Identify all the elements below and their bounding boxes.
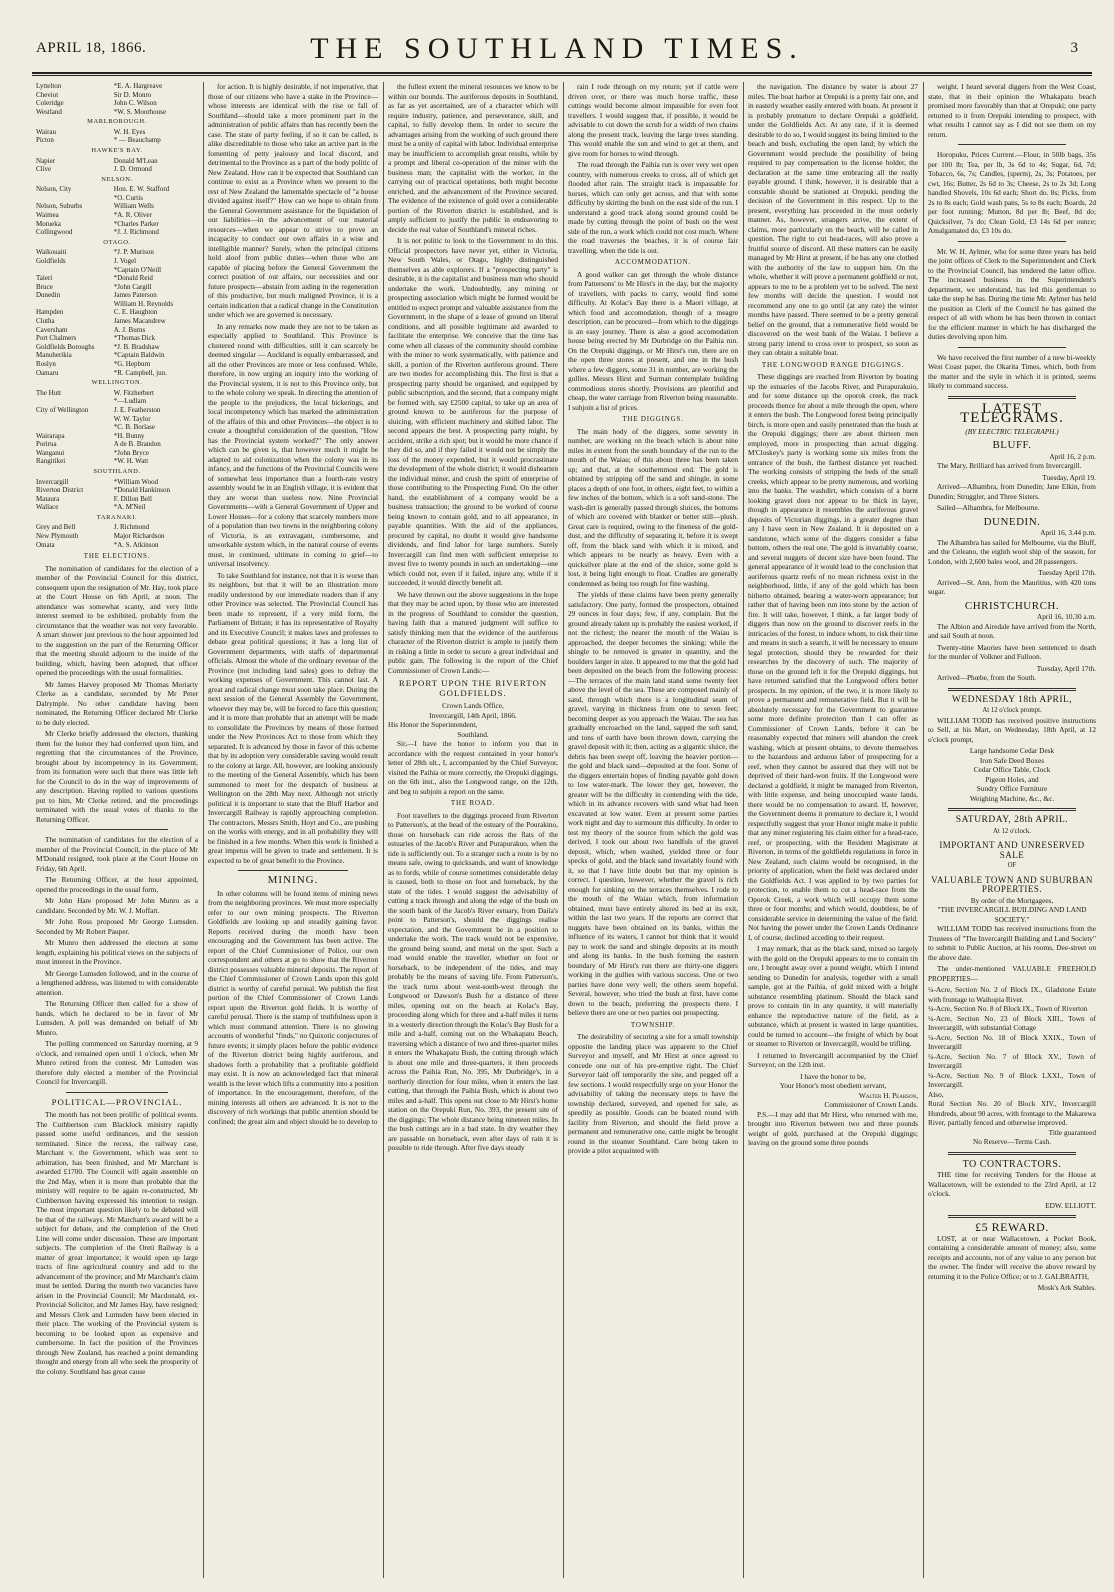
notice-text: THE time for receiving Tenders for the House at Wallacetown, will be extended to the 23rd April, at 12 o'clock. [928, 1170, 1096, 1198]
column-4 [568, 82, 738, 1582]
telegram-text: Sailed—Alhambra, for Melbourne. [937, 503, 1040, 512]
member-name: James Macandrew [113, 317, 166, 326]
telegram-text: Twenty-nine Maories have been sentenced to death for the murder of Volkner and Fulloon. [928, 642, 1096, 661]
auction-item: Cedar Office Table, Clock [973, 765, 1051, 774]
article-paragraph: Mr. W. H. Aylmer, who for some three years has held the joint offices of Clerk to the Superintendent and Clerk to the Provincial Council, has tendered the latter office. The increased business in the Superintendent's department, we understand, has led this gentleman to take the step he has. During the time Mr. Aylmer has held the position as Clerk of the Council he has gained the respect of all with whom he has been thrown in contact for the efficient manner in which he has discharged the duties devolving upon him. [928, 246, 1096, 341]
member-row [36, 136, 198, 145]
electorate: Invercargill [36, 477, 69, 486]
divider [958, 241, 1066, 242]
article-paragraph: The yields of these claims have been pretty generally satisfactory. One party, formed the prospectors, obtained 29 ounces in four days; few, if any, complain. But the ground already taken up is probably the easiest worked, if not the richest; the nearer the mouth of the Waiau is approached, the deeper becomes the sinking; while the shingle to be removed is greater in quantity, and the boulders larger in size. It appeared to me that the gold had been deposited on the beach from the following process:—The terraces of the main land stand some twenty feet above the level of the sea. These are composed mainly of sand, through which there is a longitudinal seam of gravel, varying in thickness from one to seven feet; becoming deeper as you approach the Waiau. The sea has gradually encroached on the land, sapped the soft sand, and tons of earth have been thrown down, carrying the gravel deposit with it; then, acting as a gigantic sluice, the debris has been swept off, leaving the heavier portion—the gold and black sand—deposited at the foot. Some of the diggers entertain hopes of finding payable gold down to low water-mark. The lower they get, however, the greater will be the difficulty in contending with the tide, which in its advance recovers with sand what had been excavated at low water. Even at present some parties work night and day to surmount this difficulty. In order to test my theory of the source from which the gold was derived, I took out about two handfuls of the gravel deposit, which, when washed, yielded three or four specks of gold, and the black sand invariably found with it, so that I have little doubt but that my opinion is correct. I question, however, whether the gravel is rich enough for sinking on the terraces themselves. I rode to the mouth of the Waiau which, from information obtained, must have entirely altered its bed at its exit, within the last two years. If the reports are correct that nuggets have been obtained on its banks, within the influence of its waters, I cannot but think that it would pay to work the sand and shingle deposits at its mouth and along its banks. In the bush forming the eastern boundary of Mr Hirst's run there are thirty-one diggers working in the gullies with various success. One or two parties have done very well; the others seem hopeful. Several, however, who tried the bush at first, have come down to the beach, preferring the prospects there. I believe there are one or two parties out prospecting. [568, 590, 738, 1017]
member-row [36, 503, 198, 512]
electorate: City of Wellington [36, 405, 89, 414]
article-paragraph: Mr Clerke briefly addressed the electors, thanking them for the honor they had conferred upon him, and regretting that the circumstances of the Province, brought about by incompetency in its Government, from its formation were such that there was little left for the Council to do in the way of improvements of any description. Having replied to various questions put to him, Mr Clerke retired, and the proceedings terminated with the usual votes of thanks to the Returning Officer. [36, 729, 198, 824]
telegram-text: The Mary, Brilliard has arrived from Invercargill. [937, 461, 1082, 470]
electorate: Waikouaiti [36, 248, 67, 257]
article-paragraph: The desirability of securing a site for a small township opposite the landing place was apparent to the Chief Surveyor and myself, and Mr Hirst at once agreed to concede one out of his pre-emptive right. The Chief Surveyor laid off temporarily the site, and pegged off a few sections. I would respectfully urge on your Honor the advisability of taking the necessary steps to have the township declared, surveyed, and opened for sale, as speedily as possible. Goods can be boated round with facility from Riverton, and should the field prove a permanent and remunerative one, cattle might be brought round in the steamer Southland. Care being taken to provide a pilot acquainted with [568, 1032, 738, 1155]
member-name: *J. P. Murison [113, 248, 154, 257]
members-list [36, 389, 198, 466]
auction-item: Weighing Machine, &c., &c. [969, 793, 1055, 803]
electorate: Mataura [36, 494, 60, 503]
member-name: *O. Curtis [113, 193, 143, 202]
report-address: His Honor the Superintendent, [388, 720, 478, 729]
member-name: *John Cargill [113, 282, 152, 291]
electorate: Taieri [36, 274, 53, 283]
telegram-date: April 16, 3.44 p.m. [1040, 528, 1096, 537]
member-name: Donald M'Lean [113, 156, 158, 165]
article-paragraph: To take Southland for instance, not that it is worse than its neighbors, but that it will be an illustration more readily understood by our immediate readers than if any other Province was selected. The Provincial Council has been made to represent, if a very mild form, the Parliament of Britain; it has its representative of Royalty and its Executive Council; it makes laws and professes to debate great political questions; it has a long list of Government departments, with staffs of departmental officials. Almost the whole of the ordinary revenue of the Province (not including land sales) goes to defray the working expenses of Government. This cannot last. A great and radical change must soon take place. During the next session of the General Assembly the Government, whoever they may be, will be forced to face this question; and it is more than probable that an attempt will be made to consolidate the Provinces by means of those formed under the New Provinces Act to those from which they separated. It is advanced by those in favor of this scheme that by its adoption very considerable saving would result to the colony at large. All, however, are looking anxiously to the meeting of the General Assembly, which has been summoned to meet for the despatch of business at Wellington on the 28th May next. Although not strictly political it is important to state that the Bluff Harbor and Invercargill Railway is rapidly approaching completion. The contractors, Messrs Smith, Hoyt and Co., are pushing on the works with energy, and in all probability they will be finished in a few months. When this work is finished a great impetus will be given to trade and settlement. It is expected to be of great benefit to the Province. [208, 570, 378, 865]
region-heading: MARLBOROUGH. [87, 118, 147, 126]
article-paragraph: The road through the Paihia run is over very wet open country, with numerous creeks to cross, all of which get flooded after rain. The straight track is impassable for horses, which can only get across, and that with some difficulty by skirting the bush on the east side of the run. I understand a good track along sound ground could be made by cutting through the point of bush on the west side of the run, a work which could not cost much. Where the road traverses the beaches, it is of course fair travelling, when the tide is out. [568, 160, 738, 255]
member-name: *Captain O'Neill [113, 265, 162, 274]
electorate: Coleridge [36, 99, 64, 108]
member-name: *C. B. Borlase [113, 423, 155, 432]
closing-line: Your Honor's most obedient servant, [779, 1081, 887, 1090]
member-name: *W. H. Watt [113, 457, 149, 466]
auction-society: "THE INVERCARGILL BUILDING AND LAND SOCIETY." [937, 905, 1087, 924]
member-row [36, 389, 198, 398]
telegram-date: April 16, 10.30 a.m. [1037, 612, 1096, 621]
member-row [36, 266, 198, 275]
auction-time: At 12 o'clock. [992, 827, 1032, 835]
electorate: Napier [36, 156, 56, 165]
electorate: Oamaru [36, 368, 59, 377]
auction-by: By order of the Mortgagees, [970, 895, 1054, 905]
auction-guarantee: Title guaranteed [1048, 1127, 1096, 1137]
divider [66, 829, 168, 830]
member-name: *G. Hepburn [113, 360, 151, 369]
electorate: Lyttelton [36, 82, 62, 90]
member-name: William Wells [113, 202, 154, 211]
electorate: Manuherikia [36, 351, 72, 360]
electorate: New Plymouth [36, 532, 79, 541]
closing-line: I have the honor to be, [800, 1071, 866, 1081]
section-heading: THE LONGWOOD RANGE DIGGINGS. [761, 360, 905, 369]
section-heading: THE ELECTIONS. [83, 552, 151, 561]
article-paragraph: Foot travellers to the diggings proceed from Riverton to Patterson's, at the head of the estuary of the Pourakino, those on horseback can ride across the flats of the estuaries of the Jacob's River and Purapurakuo, when the tide is sufficiently out. To a stranger such a route is by no means safe, owing to quicksands, and want of knowledge as to fords, while of course sometimes considerable delay is caused, both to those on foot and horseback, by the state of the tides. I would suggest the advisability of cutting a track through and along the edge of the bush on the south bank of the Jacob's River estuary, from Daila's point to Patterson's, should the diggings realise expectation, and the Government be in a position to undertake the work. The track would not be expensive, the ground being sound, and metal on the spot. Such a road would enable the traveller, whether on foot or horseback, to be independent of the tides, and may probably be the means of saving life. From Patterson's, the track turns about west-south-west through the Longwood or Dawson's Bush for a distance of three miles, opening out on the beach at Kolac's Bay, proceeding along which for three and a-half miles it turns in a westerly direction through the Kolac's Bay Bush for a mile and a-half, coming out on the Whakapatu Beach, traversing which a distance of two and three-quarter miles it enters the Whakapatu Bush, the cutting through which is about one mile and three-quarters, it then proceeds across the Paihia Run, No. 395, Mr Durbridge's, in a northerly direction for four miles, when it enters the last cutting, that through the Paihia Bush, which is about two miles and a-half. This opens out close to Mr Hirst's home station on the Orepuki Run, No. 393, the present site of the diggings; The whole distance being nineteen miles. In the bush cuttings are in a bad state. In dry weather they are passable on horseback, even after days of rain it is possible to ride through. After five days steady [388, 810, 558, 1152]
member-row [36, 291, 198, 300]
article-paragraph: I returned to Invercargill accompanied by the Chief Surveyor, on the 12th inst. [748, 1050, 918, 1069]
member-name: *H. Bunny [113, 431, 145, 440]
divider [958, 347, 1066, 348]
member-row [36, 211, 198, 220]
member-name: W. H. Eyes [113, 127, 146, 136]
telegram-date: Tuesday, April 19. [1042, 472, 1096, 482]
member-row [36, 99, 198, 108]
member-row [36, 541, 198, 550]
member-row [36, 532, 198, 541]
auction-of: OF [1007, 862, 1017, 869]
auction-item: Also, [928, 1089, 944, 1099]
newspaper-title: THE SOUTHLAND TIMES. [310, 32, 804, 65]
member-name: Hon. E. W. Stafford [113, 185, 170, 194]
article-paragraph: The Returning Officer then called for a show of hands, which he declared to be in favor of Mr Lumsden. A poll was demanded on behalf of Mr Munro. [36, 999, 198, 1037]
notice-text: LOST, at or near Wallacetown, a Pocket Book, containing a considerable amount of money; also, some receipts and accounts, not of any value to any person but the owner. The finder will receive the above reward by returning it to the Police Office; or to J. GALBRAITH, [928, 1233, 1096, 1281]
members-list [36, 82, 198, 116]
member-name: John C. Wilson [113, 99, 157, 108]
telegram-date: Tuesday, April 17th. [1036, 663, 1096, 673]
masthead-rule-thin [32, 75, 1092, 76]
divider [948, 1215, 1076, 1218]
member-name: A. J. Burns [113, 325, 146, 334]
notice-signature: Mosk's Ark Stables. [1037, 1283, 1096, 1292]
member-name: *Donald Reid [113, 274, 153, 283]
column-separator [923, 82, 924, 1578]
electorate: Wairarapa [36, 431, 65, 440]
article-paragraph: The main body of the diggers, some seventy in number, are working on the beach which is about nine miles in extent from the south boundary of the run to the mouth of the Waiau; of this about three has been taken up; and that, at the southernmost end. The gold is obtained by stripping off the sand and shingle, in some places a depth of one foot, in others, eight feet, to within a few inches of the bottom, which is a soft sand-stone. The wash-dirt is generally passed through sluices, the bottoms of which are covered with blanket or better still—plush. Great care is required, owing to the fineness of the gold-dust, and the difficulty of separating it, before it is swept off, from the black sand with which it is mixed, and which appears to be nearly as heavy. Even with a quicksilver plate at the end of the sluice, some gold is lost, it being light enough to float. Cradles are generally condemned as being too rough for fine washing. [568, 426, 738, 588]
section-heading: REPORT UPON THE RIVERTON GOLDFIELDS. [398, 678, 548, 698]
electorate [36, 300, 114, 309]
telegram-date: Tuesday April 17th. [1038, 568, 1096, 577]
member-row [36, 449, 198, 458]
member-name: *A. R. Oliver [113, 211, 152, 220]
column-5 [748, 82, 918, 1582]
region-heading: TARANAKI. [96, 513, 138, 521]
signature: Walter H. Pearson, [858, 1090, 918, 1100]
member-row [36, 406, 198, 415]
member-name: F. Dillon Bell [113, 494, 152, 503]
member-name: A de B. Brandon [113, 440, 161, 449]
electorate: Goldfields Boroughs [36, 342, 95, 351]
auction-item: Sundry Office Furniture [976, 784, 1048, 793]
electorate: Port Chalmers [36, 334, 77, 343]
electorate [36, 423, 114, 432]
article-paragraph: These diggings are reached from Riverton by boating up the estuaries of the Jacobs River, and Purapurakuio, and for some distance up the oporok creek, the track proceeds thence for about a mile through the open, where it enters the bush. The Longwood forest being principally birch, is more open and easily penetrated than the bush at the Orepuki diggings; there are about thirteen men employed, more in prospecting than actual digging. M'Closkey's party is working some six miles from the entrance of the bush, the farthest distance yet reached. The working consists of stripping the beds of the small creeks, which appear to be pretty numerous, and working into the banks. The washdirt, which consists of a burnt looking gravel does not appear to be thick in layer, though in appearance it resembles the auriferous gravel deposits of Victorian diggings, in a greater degree than any I have seen in New Zealand. It is deposited on a sandstone, which some of the diggers consider a false bottom, others the real one. The gold is invariably coarse, and several nuggets of decent size have been found. The general appearance of it would lead to the conclusion that auriferous quartz reefs of no mean richness exist in the neighborhood, little, if any of the gold which has been hitherto obtained, bearing a water-worn appearance; but rather that of having been run into stone by the action of fire. It will take, however, I think, a far larger body of diggers than now on the ground to discover reefs in the intricacies of the forest, to induce whom, to risk their time and means in such a search, it will be necessary to ensure legal protection, should they be rewarded for their researches by the discovery of such. The majority of those on the ground left it for the Orepuki diggings, but have returned satisfied that the Longwood offers better prospects. In my opinion, of the two, it is more likely to prove a permanent and remunerative field. But it will be absolutely necessary for the Government to guarantee some more definite protection than I can offer as Commissioner of Crown Lands, before it can be reasonably expected that miners will abandon the creek washing, which at present obtains, to devote themselves to the hazardous and arduous labor of prospecting for a reef, when they cannot be assured that they will not be deprived of their hard-won fruits. If the Longwood were declared a goldfield, it might be managed from Riverton, with little expense, and being unoccupied waste lands, there would be no compensation to award. If, however, the Government deems it premature to declare it, I would respectfully suggest that your Honor might make it public that any miner registering his claim either for a head-race, reef, or prospecting, with the Resident Magistrate at Riverton, in terms of the goldfields regulations in force in New Zealand, such claims would be recognised, in the priority of application, when the field was declared under the Goldfields Act. I was applied to by two parties for protection, to enable them to cut a head-race from the Oporok Creek, a work which will occupy them some three or four months; and which would, doubtless, be of considerable service in determining the value of the field. Not having the power under the Crown Lands Ordinance I, of course, declined acceding to their request. [748, 372, 918, 942]
article-paragraph: Mr John Ross proposed Mr George Lumsden. Seconded by Mr Robert Pauper. [36, 917, 198, 936]
column-2 [208, 82, 378, 1582]
divider [948, 396, 1076, 399]
electorate: Roslyn [36, 360, 56, 369]
section-heading: MINING. [267, 874, 319, 886]
article-paragraph: the fullest extent the mineral resources we know to be within our bounds. The auriferous deposits in Southland, as far as yet ascertained, are of a character which will require industry, patience, and perseverance, skill, and capital, to fully develop them. In order to secure the advantages arising from the working of such ground there must be a unity of capital with labor. Individual enterprise may be insufficient to accomplish great results, while by a prompt and liberal co-operation of the miner with the business man; the capitalist with the worker, in the carrying out of practical operations, both might become enriched, and the advancement of the Province secured. The evidence of the existence of gold over a considerable portion of the Riverton district is established, and is amply sufficient to justify the public in endeavoring to decide the real value of Southland's mineral riches. [388, 82, 558, 234]
auction-text: WILLIAM TODD has received positive instructions to Sell, at his Mart, on Wednesday, 18th April, at 12 o'clock prompt, [928, 715, 1096, 744]
member-row [36, 274, 198, 283]
article-paragraph: Mr John Hare proposed Mr John Munro as a candidate. Seconded by Mr. W. J. Moffatt. [36, 896, 198, 915]
member-row [36, 185, 198, 194]
member-row [36, 369, 198, 378]
member-name: *J. J. Richmond [113, 228, 159, 237]
report-address: Crown Lands Office, [442, 701, 504, 710]
electorate: Waimea [36, 211, 59, 220]
member-row [36, 257, 198, 266]
article-paragraph: rain I rode through on my return; yet if cattle were driven over, or there was much horse traffic, these cuttings would become almost impassible for even foot travellers. I would suggest that, if possible, it would be advisable to cut down the scrub for a width of two chains along the present track, leaving the large trees standing. This would enable the sun and wind to get at them, and give room for horses to wind through. [568, 82, 738, 158]
prices-current: Horopuku, Prices Current.—Flour, in 50lb bags, 35s per 100 lb; Tea, per lb, 3s 6d to 4s; Sugar, 6d, 7d; Tobacco, 6s, 7s; Candles, (sperm), 2s, 3s; Potatoes, per cwt, 16s; Butter, 2s 6d to 3s; Cheese, 2s to 2s 3d; Long handled Shovels, 10s 6d each; Short do. 8s; Picks, from 2s to 8s each; Gold wash pans, 5s to 8s each; Boards, 2d per foot running; Mutton, 8d per lb; Beef, 8d do; Quicksilver, 7s do; Clean Gold, £3 14s 6d per ounce; Amalgamated do, £3 10s do. [928, 150, 1096, 235]
electorate: The Hutt [36, 388, 62, 397]
region-heading: NELSON. [101, 175, 133, 183]
section-heading: POLITICAL—PROVINCIAL. [51, 1096, 183, 1107]
notice-signature: EDW. ELLIOTT. [1045, 1200, 1096, 1210]
member-row [36, 128, 198, 137]
member-row [36, 308, 198, 317]
electorate: Porirua [36, 440, 57, 449]
electorate: Westland [36, 107, 62, 116]
article-paragraph: A good walker can get through the whole distance from Pattersons' to Mr Hirst's in the day, but the majority of travellers, with packs to carry, would find some difficulty. At Kolac's Bay there is a Maori village, at which food and accomodation, though of a meagre description, can be procured—from which to the diggings is an easy journey. There is also a good accomodation house being erected by Mr Durbridge on the Paihia run. On the Orepuki diggings, or Mr Hirst's run, there are on the open three stores at present, and one in the bush where a few diggers, some 31 in number, are working the gullies. Messrs Hirst and Surman contemplate building commodious stores shortly. Provisions are plentiful and cheap, the water carriage from Riverton being reasonable. I subjoin a list of prices. [568, 269, 738, 412]
auction-item: ¼-Acre, Section No. 8 of Block IX., Town of Riverton [928, 1004, 1088, 1013]
auction-date: SATURDAY, 28th APRIL. [955, 815, 1069, 825]
auction-title: VALUABLE TOWN AND SUBURBAN PROPERTIES. [931, 874, 1093, 894]
telegram-text: Arrived—Phœbe, from the South. [937, 673, 1037, 682]
member-row [36, 228, 198, 237]
region-heading: SOUTHLAND. [93, 468, 141, 476]
article-paragraph: It is not politic to look to the Government to do this. Official prospectors have never yet, either in Victoria, New South Wales, or Otago, highly distinguished themselves as able explorers. If a "prospecting party" is desirable, it is the capitalist and business man who should undertake the work. Undoubtedly, any mining or prospecting association which might be formed would be entitled to expect prompt and valuable assistance from the Government, in the shape of a lease of ground on liberal conditions, and all possible legitimate aid awarded to facilitate the enterprise. We conceive that the time has come when all classes of the community should combine with the miner to work systematically, with patience and skill, a portion of the Riverton auriferous ground. There are two modes for accomplishing this. The first is that a prospecting party should be organised, and equipped by public subscription, and the second, that a company might be formed with, say £2500 capital, to take up an area of ground known to be auriferous for the purpose of sluicing, with efficient machinery and skilled labor. The second appears the best. A prospecting party might, by accident, strike a rich spot; but it would be more chance if they did so, and if they failed it would not be simply the loss of the money expended, but it would procrastinate the development of the whole district; it would dishearten the individual miner, and crush the spirit of enterprise of those contributing to the Prospecting Fund. On the other hand, the establishment of a company would be a business transaction; the ground to be worked of course being known to contain gold, and to all appearance, in payable quantities. With the aid of the appliances, procured by capital, no doubt it would give handsome dividends, and find labor for large numbers. Surely Invercargill can find men with sufficient enterprise to invest five to twenty pounds in such an undertaking—one which could not, even if it failed, injure any, while if it succeeded, it would directly benefit all. [388, 236, 558, 587]
electorate: Grey and Bell [36, 523, 76, 532]
section-heading: THE ROAD. [450, 799, 496, 807]
auction-time: At 12 o'clock prompt. [982, 707, 1042, 714]
member-row [36, 165, 198, 174]
article-paragraph: P.S.—I may add that Mr Hirst, who returned with me, brought into Riverton between two and three pounds weight of gold, purchased at the Orepuki diggings; leaving on the ground some three pounds [748, 1109, 918, 1147]
article-paragraph: Mr James Harvey proposed Mr Thomas Moriarty Clerke as a candidate, seconded by Mr Peter Dalrymple. No other candidate having been nominated, the Returning Officer declared Mr Clerke to be duly elected. [36, 679, 198, 727]
auction-item: Rural Section No. 20 of Block XIV., Invercargill Hundreds, about 90 acres, with frontage to the Makarewa River, partially fenced and otherwise improved. [928, 1099, 1096, 1127]
electorate: Collingwood [36, 228, 73, 237]
electorate: Bruce [36, 282, 53, 291]
auction-item: ¼-Acre, Section No. 2 of Block IX., Gladstone Estate with frontage to Waihopia River. [928, 985, 1096, 1004]
electorate: Clutha [36, 317, 55, 326]
member-row [36, 440, 198, 449]
electorate [36, 194, 114, 203]
electorate: Hampden [36, 308, 64, 317]
column-1 [36, 82, 198, 1582]
divider [948, 688, 1076, 691]
issue-date: APRIL 18, 1866. [36, 40, 147, 56]
article-paragraph: The polling commenced on Saturday morning, at 9 o'clock, and remained open until 1 o'clock, when Mr Munro retired from the contest. Mr Lumsden was therefore duly elected a member of the Provincial Council for Invercargill. [36, 1039, 198, 1087]
region-heading: HAWKE'S BAY. [91, 147, 143, 155]
member-row [36, 194, 198, 203]
electorate: Nelson, Suburbs [36, 202, 83, 211]
electorate: Omata [36, 540, 55, 549]
member-row [36, 220, 198, 229]
column-6 [928, 82, 1096, 1582]
electorate: Riverton District [36, 486, 84, 495]
article-paragraph: The nomination of candidates for the election of a member of the Provincial Council for this district, consequent upon the resignation of Mr. Hay, took place at the Court House on 6th April, at noon. The attendance was somewhat scanty, and very little interest seemed to be exhibited, probably from the circumstance that the weather was not very favorable. A smart shower just previous to the hour appointed led to the suggestion on the part of the Returning Officer that the meeting should adjourn to the inside of the building, which, having been adopted, that officer opened the proceedings with the usual formalities. [36, 563, 198, 678]
column-3 [388, 82, 558, 1582]
report-address: Invercargill, 14th April, 1866. [429, 710, 517, 720]
member-row [36, 91, 198, 100]
divider [238, 870, 348, 871]
member-name: *Captain Baldwin [113, 351, 165, 360]
telegrams-heading: LATEST TELEGRAMS. [960, 400, 1064, 426]
member-name: *A. M'Neil [113, 503, 146, 512]
report-address: Southland. [457, 729, 489, 739]
notice-heading: TO CONTRACTORS. [962, 1158, 1062, 1170]
electorate [36, 415, 114, 424]
electorate [36, 266, 114, 275]
member-row [36, 157, 198, 166]
electorate: Wallace [36, 503, 59, 512]
member-row [36, 326, 198, 335]
member-name: *Thomas Dick [113, 334, 156, 343]
article-paragraph: Mr George Lumsden followed, and in the course of a lengthened address, was listened to with considerable attention. [36, 968, 198, 997]
article-paragraph: weight. I heard several diggers from the West Coast, state, that in their opinion the Whakapatu beach promised more favorably than that at Orepuki; one party returned to it from Orepuki intending to prospect, with what results I cannot say as I did not see them on my return. [928, 82, 1096, 139]
member-row [36, 202, 198, 211]
member-row [36, 317, 198, 326]
article-paragraph: We have received the first number of a new bi-weekly West Coast paper, the Okarita Times, which, both from the matter and the style in which it is printed, seems likely to command success. [928, 352, 1096, 390]
member-name: W. W. Taylor [113, 414, 151, 423]
divider [66, 1092, 168, 1093]
member-row [36, 360, 198, 369]
auction-item: ¼-Acre, Section No. 9 of Block LXXI., Town of Invercargill. [928, 1070, 1096, 1089]
member-name: *J. B. Bradshaw [113, 342, 160, 351]
electorate: Wairau [36, 127, 57, 136]
member-row [36, 397, 198, 406]
section-heading: THE DIGGINGS. [622, 415, 684, 423]
electorate: Goldfields [36, 256, 66, 265]
members-list [36, 523, 198, 549]
member-name: *W. S. Moorhouse [113, 107, 166, 116]
telegram-place: BLUFF. [992, 439, 1032, 451]
member-row [36, 478, 198, 487]
column-separator [743, 82, 744, 1578]
electorate [36, 397, 114, 406]
member-name: *E. A. Hargreave [113, 82, 163, 90]
electorate: Clive [36, 165, 52, 174]
auction-item: Iron Safe Deed Boxes [979, 755, 1045, 765]
member-row [36, 283, 198, 292]
telegram-text: Arrived—St. Ann, from the Mauritius, with 420 tons sugar. [928, 577, 1096, 596]
member-row [36, 432, 198, 441]
member-name: *A. S. Atkinson [113, 540, 159, 549]
members-list [36, 185, 198, 237]
signature-title: Commissioner of Crown Lands. [824, 1100, 918, 1109]
article-paragraph: The month has not been prolific of political events. The Cuthbertson cum Blacklock ministry rapidly passed some useful ordinances, and the session terminated. Since the recess, the railway case, Marchant v. the Government, which was sent to arbitration, has been finished, and Mr Marchant is awarded £1700. The Council will again assemble on the 2nd May, when it is more than probable that the ministry will require to be again re-constructed, Mr Cuthbertson having expressed his intention to resign. The most important question likely to be debated will be that of the railways. Mr Marchant's award will be a subject for debate, and the completion of the Oreti Line will come under discussion. These are important subjects. The completion of the Oreti Railway is a matter of great importance; it would open up large tracts of fine agricultural country and add to the advancement of the province; and Mr Marchant's claim must be settled. During the month two vacancies have arisen in the Provincial Council; Mr Macdonald, ex-Provincial Solicitor, and Mr James Hay, have resigned; and Messrs Clerk and Lumsden have been elected in their place. The working of the Provincial system is becoming to be looked upon as expensive and cumbersome. In fact the position of the Provinces through New Zealand, has reached a point demanding thought and energy from all who seek the prosperity of the colony. Southland has great cause [36, 1110, 198, 1376]
member-name: J. E. Featherston [113, 405, 161, 414]
article-paragraph: Mr Munro then addressed the electors at some length, explaining his political views on the subjects of most interest in the Province. [36, 938, 198, 967]
auction-item: Pigeon Holes, and [985, 774, 1039, 784]
member-name: W. Fitzherbert [113, 388, 154, 397]
member-row [36, 108, 198, 117]
auction-text: WILLIAM TODD has received instructions from the Trustees of "The Invercargill Building and Land Society" to submit to Public Auction, at his rooms, Dee-street on the above date. [928, 924, 1096, 962]
auction-date: WEDNESDAY 18th APRIL, [951, 694, 1073, 705]
section-heading: ACCOMMODATION. [615, 258, 691, 266]
notice-heading: £5 REWARD. [975, 1220, 1049, 1234]
article-paragraph: In other columns will be found items of mining news from the neighboring provinces. We must more especially refer to our own mining prospects. The Riverton Goldfields are looking up and steadily gaining favor. Reports received during the month have been encouraging and the Government has been active. The report of the Chief Commissioner of Police, our own correspondent and others at go to show that the Riverton district possesses valuable mineral deposits. The report of the Chief Commissioner of Crown Lands upon this gold district is worthy of careful perusal. We publish the first portion of the Chief Commissioner of Crown Lands report upon the Riverton gold fields. It is worthy of careful perusal. There is the stamp of truthfulness upon it which must command attention. There is no glowing accounts of wonderful "finds," no Quixotic conjectures of future events; it simply places before the public evidence of the Riverton district being highly auriferous, and shadows forth a probability that a profitable goldfield may exist. It is now an acknowledged fact that mineral wealth is the lever which lifts a community into a position of importance. In the encouragement, therefore, of the mining interests all others are advanced. It is not to the discovery of rich workings that public attention should be confined; the great aim and object should be to develop to [208, 888, 378, 1126]
member-name: *John Bryce [113, 448, 149, 457]
masthead [22, 30, 1092, 70]
page-number: 3 [1070, 40, 1078, 56]
article-paragraph: I may remark, that as the black sand, mixed so largely with the gold on the Orepuki appears to me to contain tin ore, I brought away over a pound weight, which I intend sending to Dunedin for analysis, together with a small sample, got at the Paihia, of gold mixed with a bright substance resembling platinum. Should the black sand prove to contain tin in any quantity, it will materially enhance the reproductive nature of the field, as a substance, which at present is wasted in large quantities, could be turned to account—the freight of which by boat or steamer to Riverton or Invercargill, would be trifling. [748, 944, 918, 1048]
member-row [36, 457, 198, 466]
member-name: Sir D. Monro [113, 90, 152, 99]
member-name: C. E. Haughton [113, 308, 158, 317]
member-row [36, 486, 198, 495]
member-name: J. Richmond [113, 523, 150, 532]
telegram-text: The Albion and Airedale have arrived from the North, and sail South at noon. [928, 621, 1096, 640]
auction-items [928, 746, 1096, 803]
member-name: *Donald Hankinson [113, 486, 170, 495]
electorate: Nelson, City [36, 185, 72, 194]
member-row [36, 82, 198, 91]
auction-item: Large handsome Cedar Desk [969, 746, 1055, 755]
member-name: * — Beauchamp [113, 136, 161, 145]
member-name: *R. Campbell, jun. [113, 368, 167, 377]
section-heading: TOWNSHIP. [630, 1020, 676, 1029]
electorate: Picton [36, 136, 54, 145]
member-row [36, 334, 198, 343]
electorate: Cheviot [36, 90, 59, 99]
telegrams-subheading: (BY ELECTRIC TELEGRAPH.) [965, 426, 1059, 436]
region-heading: OTAGO. [103, 238, 131, 246]
article-paragraph: The nomination of candidates for the election of a member of the Provincial Council, in the place of Mr M'Donald resigned, took place at the Court House on Friday, 6th April. [36, 835, 198, 873]
member-row [36, 300, 198, 309]
member-name: *William Wood [113, 477, 159, 486]
telegram-place: DUNEDIN. [983, 515, 1041, 528]
auction-terms: No Reserve—Terms Cash. [973, 1137, 1051, 1146]
column-separator [563, 82, 564, 1578]
members-list [36, 128, 198, 145]
member-name: William H. Reynolds [113, 299, 174, 308]
article-paragraph: The Returning Officer, at the hour appointed, opened the proceedings in the usual form, [36, 875, 198, 894]
telegram-text: The Alhambra has sailed for Melbourne, via the Bluff, and the Celeano, the eighth wool ship of the season, for London, with 2,600 bales wool, and 28 passengers. [928, 537, 1096, 566]
electorate: Dunedin [36, 291, 61, 300]
auction-item: ¼-Acre, Section No. 7 of Block XV., Town of Invercargill [928, 1051, 1096, 1070]
column-separator [383, 82, 384, 1578]
electorate: Caversham [36, 325, 68, 334]
member-row [36, 415, 198, 424]
member-name: J. D. Ormond [113, 165, 152, 174]
member-name: *—Ludlam [113, 397, 147, 406]
auction-item: ¼-Acre, Section No. 23 of Block XIII., Town of Invercargill, with substantial Cottage [928, 1013, 1096, 1032]
telegram-text: Arrived—Alhambra, from Dunedin; Jane Elkin, from Dunedin; Struggler, and Three Sisters. [928, 482, 1096, 501]
electorate: Motueka [36, 219, 61, 228]
divider [948, 808, 1076, 811]
member-row [36, 248, 198, 257]
member-name: Major Richardson [113, 532, 165, 541]
member-row [36, 495, 198, 504]
region-heading: WELLINGTON. [91, 379, 143, 387]
members-list [36, 248, 198, 377]
member-row [36, 343, 198, 352]
article-paragraph: the navigation. The distance by water is about 27 miles. The boat harbor at Orepuki is a pretty fair one, and in easterly weather easily entered with boats. At present it is probably premature to declare Orepuki a goldfield, under the Goldfields Act. At any rate, if it is deemed desirable to do so, I would suggest its being limited to the beach and bush, excluding the open land; by which the Government would preclude the possibility of being required to pay compensation to the license holder, the declaration at the same time embracing all the really payable ground. I think, however, it is desirable that a constable should be stationed at Orepuki, pending the decision of the Government in this respect. Up to the present, everything has proceeded in the most orderly manner. As, however, strangers arrive, the extent of claims, more particularly on the beach, will be called in question. The right to cut head-races, will also prove a fruitful source of discord. All these matters can be easily managed by Mr Hirst at present, if he has any one clothed with the authority of the law to support him. On the whole, whether it will prove a permanent goldfield or not, appears to me to be a problem yet to be solved. The next few months will decide the question. I would not recommend any one to go until (at any rate) the winter months have passed. There seemed to be a pretty general belief on the ground, that a remunerative field would be discovered on the west bank of the Waiau. I believe a strong party intend to cross over to prospect, so soon as they can obtain a suitable boat. [748, 82, 918, 357]
auction-items [928, 985, 1096, 1128]
members-list [36, 478, 198, 512]
electorate: Wanganui [36, 448, 65, 457]
article-paragraph: We have thrown out the above suggestions in the hope that they may be acted upon, by those who are interested in the progress of Southland to consider the question, having faith that a matured judgment will suffice to satisfy thinking men that the evidence of the auriferous character of the Riverton district is ample to justify them in risking a little in order to secure a great individual and public gain. The following is the report of the Chief Commissioner of Crown Lands:— [388, 589, 558, 675]
members-list [36, 157, 198, 174]
article-paragraph: Sir,—I have the honor to inform you that in accordance with the request contained in your honor's letter of 28th ult., I, accompanied by the Chief Surveyor, visited the Paihia or more correctly, the Orepuki diggings, on the 6th inst., also the Longwood range, on the 12th, and beg to subjoin a report on the same. [388, 739, 558, 796]
telegram-place: CHRISTCHURCH. [964, 599, 1060, 612]
article-paragraph: In any remarks now made they are not to be taken as especially applied to Southland. This Province is clustered round with difficulties, still it can scarcely be deemed singular — Auckland is equally embarrassed, and all the other Provinces are more or less confused. While, therefore, in now urging an inquiry into the working of the Provincial system, it is not to this Province only, but to the whole colony we speak. In directing the attention of the people to the prejudices, the local bickerings, and local incompetency which has marked the administration of the affairs of this and other Provinces—the object is to create a thoughtful consideration of the question, "How has the Provincial system worked?" The only answer which can be given is, that however much it might be adapted to aid colonization when the colony was in its infancy, and the functions of the Provincial Councils were of somewhat less importance than a fourth-rate vestry assembly would be in an English village, it is evident that they are worse than useless now. Nine Provincial Governments—with a General Government of Upper and Lower Houses—for a colony that scarcely numbers more of a population than two towns in the neighboring colony of Victoria, is an extravagant, cumbersome, and unworkable system which, in the natural course of events must, in continued, ultimate in coming to grief—to universal insolvency. [208, 321, 378, 568]
article-paragraph: for action. It is highly desirable, if not imperative, that those of our citizens who have a stake in the Province—whose interests are identical with the rise or fall of Southland—should take a more prominent part in the administration of public affairs than has recently been the case. The state of party feeling, if so it can be called, is alike discreditable to those who take an active part in the fomenting of petty jealousy and local discord, and detrimental to the Province as a part of the body politic of New Zealand. How can it be expected that Southland can continue to exist as a Province when we present to the rest of New Zealand the lamentable spectacle of "a house divided against itself?" How can we hope to obtain from the General Government assistance for the liquidation of our liabilities—in the advancement of our material resources—when we appear to strive to prove an incapacity to conduct our own affairs in a wise and intelligible manner? Surely, when the principal citizens hold aloof from public duties—when those who are capable of placing before the General Government the correct position of our affairs, our necessities and our future prospects—abstain from aiding in the regeneration of this productive, but much maligned Province, it is a certain indication that a radical change in the Constitution under which we are governed is necessary. [208, 82, 378, 319]
member-name: James Paterson [113, 291, 157, 300]
electorate: Rangitikei [36, 457, 66, 466]
auction-title: IMPORTANT AND UNRESERVED SALE [939, 840, 1085, 860]
column-separator [203, 82, 204, 1578]
member-row [36, 423, 198, 432]
telegram-date: April 16, 2 p.m. [1049, 451, 1096, 461]
auction-text: The under-mentioned VALUABLE FREEHOLD PROPERTIES— [928, 964, 1096, 983]
member-name: J. Vogel [113, 256, 137, 265]
divider [948, 1152, 1076, 1155]
member-row [36, 523, 198, 532]
member-row [36, 351, 198, 360]
divider [958, 144, 1066, 145]
masthead-rule [32, 72, 1092, 74]
auction-item: ¼-Acre, Section No. 18 of Block XXIX., Town of Invercargill [928, 1032, 1096, 1051]
member-name: *Charles Parker [113, 219, 159, 228]
